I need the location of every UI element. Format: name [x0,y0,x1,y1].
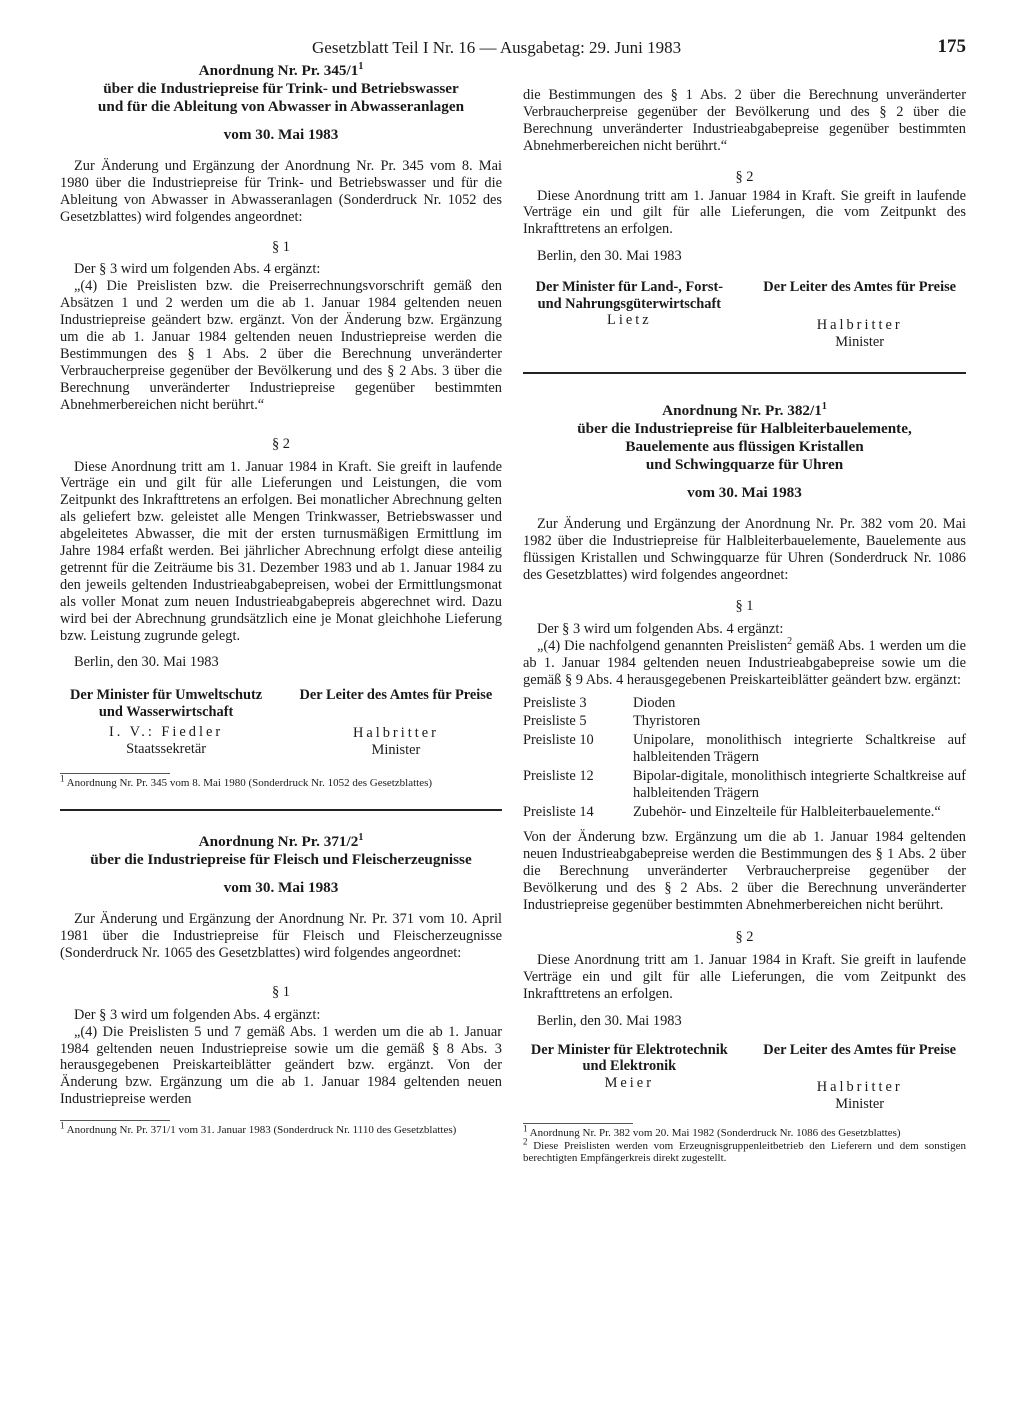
page-number: 175 [937,36,966,57]
article-separator [523,372,966,374]
right-column [523,87,966,1165]
signatory-position: Minister [835,333,885,350]
section-text: Diese Anordnung tritt am 1. Januar 1984 in Kraft. Sie greift in laufende Verträge ein und gilt für alle Lieferungen und Leistungen, die vom Zeitpunkt des Inkrafttretens an erfolgen. Bei monatlicher Abrechnung gelten als geliefert bzw. geleistet alle Mengen Trinkwasser, Betriebswasser und abgeleitetes Abwasser, die mit der ersten turnusmäßigen Ermittlung im Jahre 1984 erfaßt werden. Bei jährlicher Abrechnung erfolgt diese anteilig getrennt für die Zeiträume bis 31. Dezember 1983 und ab 1. Januar 1984 zu den jeweils geltenden Industrieabgabepreisen, wobei der Ermittlungsmonat als voller Monat zum neuen Industrieabgabepreis abgerechnet wird. Dazu wird bei der Abrechnung grundsätzlich eine je Monat gleichhohe Lieferung bzw. Leistung zugrunde gelegt. [60,458,502,644]
signatory-role: Der Leiter des Amtes für Preise [763,1041,957,1058]
signatory-name: Halbritter [816,316,903,333]
price-list-description: Dioden [633,694,676,711]
signatory-name: Halbritter [352,724,439,741]
footnote-mark: 2 [523,1136,528,1147]
footnote-mark: 1 [523,1123,528,1134]
price-list-number: Preisliste 3 [523,694,587,711]
section-text: Diese Anordnung tritt am 1. Januar 1984 in Kraft. Sie greift in laufende Verträge ein und gilt für alle Lieferungen, die vom Zeitpunkt des Inkrafttretens an erfolgen. [523,952,966,1003]
footnote-ref: 1 [821,401,827,413]
place-date: Berlin, den 30. Mai 1983 [537,248,682,265]
continuation-text: die Bestimmungen des § 1 Abs. 2 über die Berechnung unveränderter Verbraucherpreise gegenüber der Bevölkerung und des § 2 über die Berechnung unveränderter Industrieabgabepreise gegenüber bestimmten Abnehmerbereichen nicht berührt.“ [523,87,966,154]
article-date: vom 30. Mai 1983 [687,484,802,502]
intro-paragraph: Zur Änderung und Ergänzung der Anordnung Nr. Pr. 382 vom 20. Mai 1982 über die Industriepreise für Halbleiterbauelemente, Bauelemente aus flüssigen Kristallen und Schwingquarze für Uhren (Sonderdruck Nr. 1086 des Gesetzblattes) wird folgendes angeordnet: [523,516,966,584]
section-heading: § 2 [272,435,290,452]
footnote-mark: 1 [60,773,65,784]
signatory-position: Minister [371,741,421,758]
page-header [60,32,966,60]
footnote-text: Anordnung Nr. Pr. 345 vom 8. Mai 1980 (Sonderdruck Nr. 1052 des Gesetzblattes) [66,776,433,789]
price-list-number: Preisliste 10 [523,732,594,749]
signature-right [753,279,966,350]
footnote-ref: 2 [787,636,793,648]
title-line: und für die Ableitung von Abwasser in Abwasseranlagen [97,98,465,115]
signature-right [290,687,502,758]
signatory-name: I. V.: Fiedler [108,724,224,741]
footnote-ref: 1 [358,60,364,72]
footnote-rule [60,773,170,774]
price-list-row [523,804,966,823]
footnote [60,1120,502,1137]
title-line: Anordnung Nr. Pr. 382/1 [662,402,822,420]
signatory-role: Der Minister für Elektrotechnik und Elektronik [530,1041,728,1075]
price-list-table [523,695,966,823]
footnote [60,773,502,790]
signature-block [523,279,966,350]
price-list-description: Unipolare, monolithisch integrierte Schaltkreise auf halbleitenden Trägern [633,732,966,766]
section-lead: Der § 3 wird um folgenden Abs. 4 ergänzt: [74,261,321,278]
price-list-row [523,732,966,768]
article-title [60,833,502,869]
signatory-position: Staatssekretär [126,741,207,758]
section-text: „(4) Die Preislisten 5 und 7 gemäß Abs. 1 werden um die ab 1. Januar 1984 geltenden neuen Industriepreise sowie um die gemäß § 8 Abs. 3 herausgegebenen Preiskarteiblätter geändert bzw. ergänzt. Von der Änderung bzw. Ergänzung um die ab 1. Januar 1984 geltenden neuen Industriepreise werden [60,1023,502,1108]
section-lead: Der § 3 wird um folgenden Abs. 4 ergänzt: [537,620,784,637]
signatory-role: Der Minister für Land-, Forst- und Nahrungsgüterwirtschaft [535,279,724,312]
footnote-text: Diese Preislisten werden vom Erzeugnisgruppenleitbetrieb den Lieferern und dem sonstigen berechtigten Empfängerkreis direkt zugestellt. [523,1139,967,1165]
price-list-description: Thyristoren [633,713,701,730]
title-line: über die Industriepreise für Halbleiterbauelemente, [577,420,912,438]
section-text-part: gemäß Abs. 1 werden um die ab 1. Januar 1984 geltenden neuen Industrieabgabepreise sowie um die gemäß § 9 Abs. 4 herausgegebenen Preiskarteiblätter geändert bzw. ergänzt: [523,637,966,688]
section-text: „(4) Die Preislisten bzw. die Preiserrechnungsvorschrift gemäß den Absätzen 1 und 2 werden um die ab 1. Januar 1984 geltenden neuen Industriepreise geändert bzw. ergänzt. Von der Änderung bzw. Ergänzung um die ab 1. Januar 1984 geltenden neuen Industriepreise werden die Bestimmungen des § 1 Abs. 2 über die Berechnung unveränderter Verbraucherpreise gegenüber der Bevölkerung und des § 2 Abs. 3 über die Berechnung unveränderter Industriepreise gegenüber bestimmten Abnehmerbereichen nicht berührt.“ [60,278,502,413]
article-title [60,62,502,116]
signature-block [523,1042,966,1113]
footnote [523,1136,967,1165]
after-list-text: Von der Änderung bzw. Ergänzung um die ab 1. Januar 1984 geltenden neuen Industrieabgabepreise werden die Bestimmungen des § 1 Abs. 2 über die Berechnung unveränderter Verbraucherpreise gegenüber der Bevölkerung und des § 2 Abs. 2 über die Berechnung unveränderter Industriepreise gegenüber bestimmten Abnehmerbereichen nicht berührt. [523,828,966,913]
article-date: vom 30. Mai 1983 [223,126,339,143]
footnote-ref: 1 [358,832,364,844]
footnote-mark: 1 [60,1120,65,1131]
title-line: und Schwingquarze für Uhren [645,456,844,474]
section-text: Diese Anordnung tritt am 1. Januar 1984 in Kraft. Sie greift in laufende Verträge ein und gilt für alle Lieferungen, die vom Zeitpunkt des Inkrafttretens an erfolgen. [523,187,966,238]
title-line: Anordnung Nr. Pr. 345/1 [198,62,359,79]
signatory-name: Halbritter [816,1079,903,1096]
title-line: Bauelemente aus flüssigen Kristallen [625,438,864,456]
section-lead: Der § 3 wird um folgenden Abs. 4 ergänzt: [74,1006,321,1023]
place-date: Berlin, den 30. Mai 1983 [537,1013,682,1030]
intro-paragraph: Zur Änderung und Ergänzung der Anordnung Nr. Pr. 371 vom 10. April 1981 über die Industriepreise für Fleisch und Fleischerzeugnisse (Sonderdruck Nr. 1065 des Gesetzblattes) wird folgendes angeordnet: [60,911,502,961]
article-title [523,402,966,474]
place-date: Berlin, den 30. Mai 1983 [74,654,219,671]
price-list-row [523,713,966,732]
price-list-number: Preisliste 12 [523,768,594,785]
signatory-name: Lietz [607,312,652,329]
price-list-row [523,695,966,714]
footnote-rule [523,1123,633,1124]
running-title: Gesetzblatt Teil I Nr. 16 — Ausgabetag: 29. Juni 1983 [312,38,682,57]
signatory-role: Der Leiter des Amtes für Preise [299,687,493,704]
price-list-number: Preisliste 14 [523,803,594,820]
section-heading: § 1 [735,598,754,614]
price-list-number: Preisliste 5 [523,713,587,730]
price-list-row [523,768,966,804]
title-line: über die Industriepreise für Fleisch und Fleischerzeugnisse [90,851,472,869]
signatory-role: Der Minister für Umweltschutz und Wasserwirtschaft [69,687,263,720]
footnote-text: Anordnung Nr. Pr. 382 vom 20. Mai 1982 (Sonderdruck Nr. 1086 des Gesetzblattes) [529,1127,901,1140]
section-heading: § 1 [272,983,290,1000]
signatory-name: Meier [604,1074,654,1091]
signature-left [523,1042,736,1113]
signatory-role: Der Leiter des Amtes für Preise [763,279,957,296]
footnote [523,1123,966,1140]
title-line: über die Industriepreise für Trink- und Betriebswasser [103,80,459,97]
price-list-description: Bipolar-digitale, monolithisch integrierte Schaltkreise auf halbleitenden Trägern [633,768,966,802]
section-heading: § 2 [735,168,754,185]
signatory-position: Minister [835,1096,885,1113]
article-date: vom 30. Mai 1983 [223,879,339,897]
signature-left [60,687,272,758]
signature-left [523,279,736,350]
signature-block [60,687,502,758]
title-line: Anordnung Nr. Pr. 371/2 [198,833,359,851]
intro-paragraph: Zur Änderung und Ergänzung der Anordnung Nr. Pr. 345 vom 8. Mai 1980 über die Industriepreise für Trink- und Betriebswasser und für die Ableitung von Abwasser in Abwasseranlagen (Sonderdruck Nr. 1052 des Gesetzblattes) wird folgendes angeordnet: [60,157,502,225]
footnote-text: Anordnung Nr. Pr. 371/1 vom 31. Januar 1983 (Sonderdruck Nr. 1110 des Gesetzblattes) [66,1124,457,1137]
section-text [523,638,966,689]
article-separator [60,809,502,811]
section-text-part: „(4) Die nachfolgend genannten Preislisten [537,637,788,654]
left-column [60,60,502,1137]
section-heading: § 2 [735,929,754,946]
price-list-description: Zubehör- und Einzelteile für Halbleiterbauelemente.“ [633,803,941,820]
section-heading: § 1 [272,238,290,255]
signature-right [753,1042,966,1113]
footnote-rule [60,1120,170,1121]
